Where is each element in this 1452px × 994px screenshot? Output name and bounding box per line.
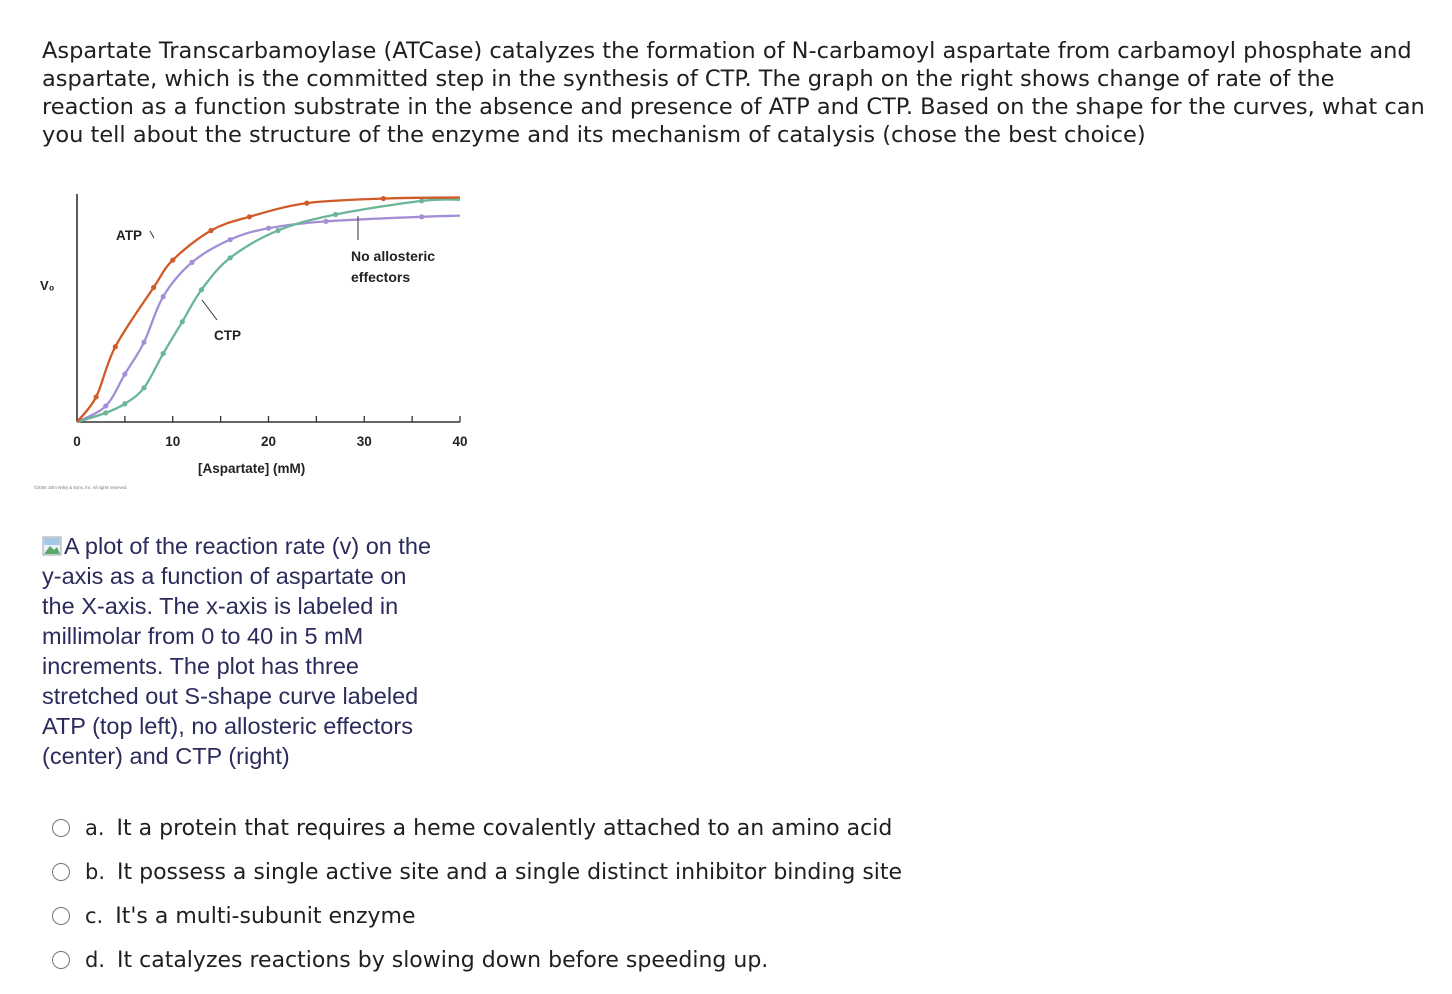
- rate-vs-aspartate-chart: [30, 180, 490, 500]
- x-tick-label: 20: [260, 434, 277, 449]
- data-point-ctp: [199, 287, 204, 292]
- image-alt-text: [42, 531, 432, 791]
- data-point-no-allosteric-effectors: [228, 237, 233, 242]
- ctp-annotation: CTP: [214, 328, 241, 343]
- option-letter: d.: [85, 948, 106, 972]
- data-point-atp: [113, 344, 118, 349]
- data-point-atp: [94, 394, 99, 399]
- data-point-no-allosteric-effectors: [122, 372, 127, 377]
- radio-button-a[interactable]: [52, 819, 70, 837]
- alt-text: A plot of the reaction rate (v) on the y-axis as a function of aspartate on the X-axis. The x-axis is labeled in millimolar from 0 to 40 in 5 mM increments. The plot has three stretched out S-shape curve labeled ATP (top left), no allosteric effectors (center) and CTP (right): [42, 533, 432, 769]
- x-tick-labels: [73, 434, 467, 449]
- curve-no-allosteric-effectors: [77, 216, 460, 422]
- data-point-atp: [381, 196, 386, 201]
- option-letter: b.: [85, 860, 106, 884]
- option-b[interactable]: [52, 850, 902, 894]
- data-point-ctp: [228, 255, 233, 260]
- option-text: It's a multi-subunit enzyme: [115, 903, 416, 929]
- data-point-ctp: [122, 401, 127, 406]
- data-point-ctp: [333, 212, 338, 217]
- data-point-ctp: [141, 385, 146, 390]
- x-tick-label: 10: [165, 434, 181, 449]
- option-text: It a protein that requires a heme covalently attached to an amino acid: [116, 815, 893, 841]
- data-point-no-allosteric-effectors: [266, 226, 271, 231]
- data-point-ctp: [103, 410, 108, 415]
- broken-image-icon: [42, 536, 62, 556]
- atp-annotation: ATP: [116, 228, 142, 243]
- radio-button-b[interactable]: [52, 863, 70, 881]
- answer-options: [52, 806, 902, 982]
- figure-credit: ©2008 John Wiley & Sons, Inc. All rights reserved.: [34, 485, 128, 490]
- data-point-atp: [208, 228, 213, 233]
- radio-button-d[interactable]: [52, 951, 70, 969]
- data-point-no-allosteric-effectors: [161, 294, 166, 299]
- x-tick-label: 30: [356, 434, 372, 449]
- ctp-pointer: [202, 300, 217, 320]
- data-point-ctp: [180, 319, 185, 324]
- data-point-no-allosteric-effectors: [189, 260, 194, 265]
- x-axis-ticks: [125, 416, 460, 422]
- x-tick-label: 40: [452, 434, 468, 449]
- data-point-no-allosteric-effectors: [419, 214, 424, 219]
- data-point-atp: [304, 201, 309, 206]
- data-point-no-allosteric-effectors: [141, 340, 146, 345]
- data-point-ctp: [161, 351, 166, 356]
- option-a[interactable]: [52, 806, 902, 850]
- radio-button-c[interactable]: [52, 907, 70, 925]
- data-point-ctp: [419, 198, 424, 203]
- data-point-ctp: [275, 228, 280, 233]
- y-axis-label: V₀: [40, 278, 55, 293]
- no-effector-annotation-line1: No allosteric: [351, 248, 436, 264]
- data-point-atp: [151, 285, 156, 290]
- data-point-atp: [247, 214, 252, 219]
- option-text: It possess a single active site and a single distinct inhibitor binding site: [117, 859, 903, 885]
- x-axis-label: [Aspartate] (mM): [198, 461, 306, 476]
- option-text: It catalyzes reactions by slowing down before speeding up.: [117, 947, 769, 973]
- data-point-atp: [170, 258, 175, 263]
- no-effector-annotation-line2: effectors: [351, 269, 411, 285]
- atp-pointer: [150, 231, 154, 238]
- option-c[interactable]: [52, 894, 902, 938]
- option-letter: a.: [85, 816, 105, 840]
- option-letter: c.: [85, 904, 104, 928]
- data-point-no-allosteric-effectors: [323, 219, 328, 224]
- option-d[interactable]: [52, 938, 902, 982]
- question-text: Aspartate Transcarbamoylase (ATCase) catalyzes the formation of N-carbamoyl aspartate from carbamoyl phosphate and aspartate, which is the committed step in the synthesis of CTP. The graph on the right shows change of rate of the reaction as a function substrate in the absence and presence of ATP and CTP. Based on the shape for the curves, what can you tell about the structure of the enzyme and its mechanism of catalysis (chose the best choice): [42, 38, 1425, 148]
- data-point-no-allosteric-effectors: [103, 403, 108, 408]
- x-tick-label: 0: [73, 434, 81, 449]
